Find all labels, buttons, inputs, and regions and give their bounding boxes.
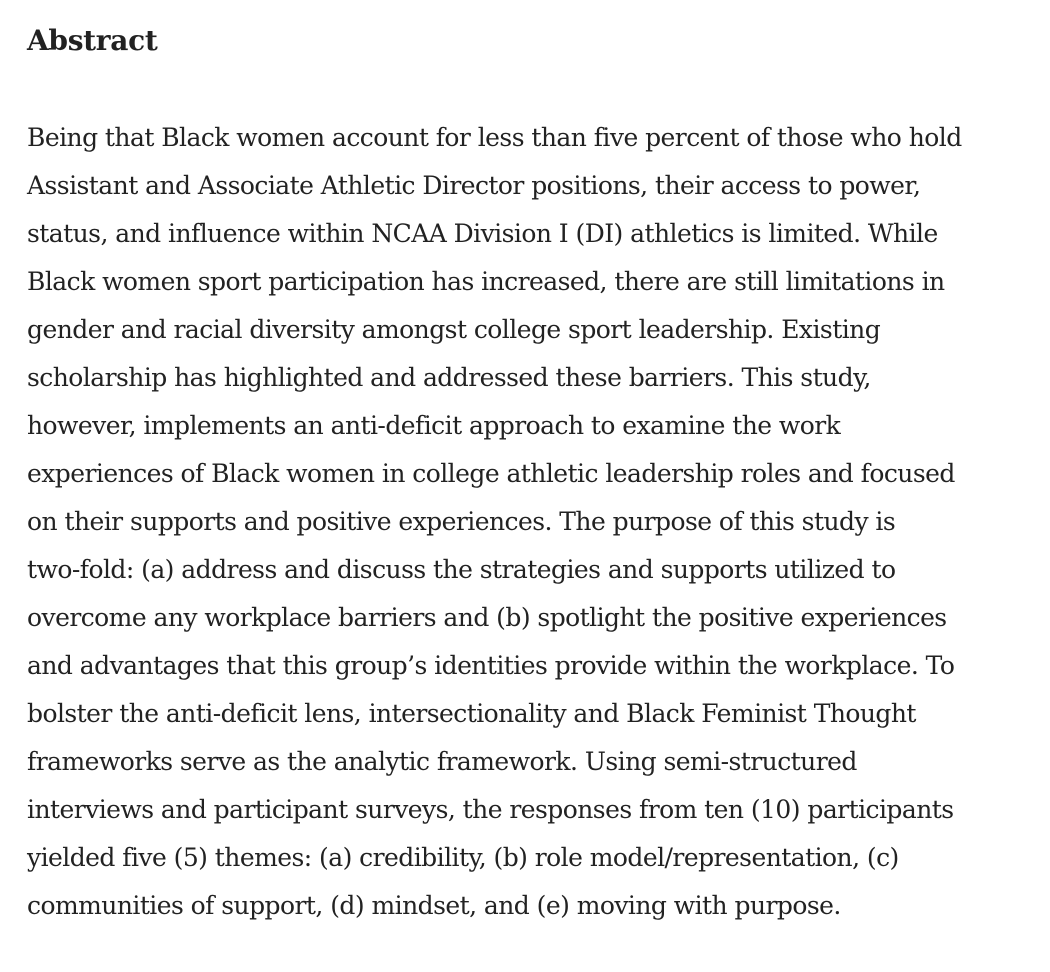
- abstract-line: on their supports and positive experiences. The purpose of this study is: [27, 507, 896, 536]
- abstract-line: Assistant and Associate Athletic Director positions, their access to power,: [27, 171, 921, 200]
- abstract-line: communities of support, (d) mindset, and (e) moving with purpose.: [27, 891, 841, 920]
- abstract-line: yielded five (5) themes: (a) credibility, (b) role model/representation, (c): [27, 843, 899, 872]
- abstract-heading: Abstract: [27, 24, 158, 57]
- abstract-line: Being that Black women account for less than five percent of those who hold: [27, 123, 962, 152]
- abstract-line: experiences of Black women in college athletic leadership roles and focused: [27, 459, 955, 488]
- abstract-line: however, implements an anti-deficit approach to examine the work: [27, 411, 841, 440]
- abstract-line: gender and racial diversity amongst college sport leadership. Existing: [27, 315, 881, 344]
- abstract-line: Black women sport participation has increased, there are still limitations in: [27, 267, 945, 296]
- abstract-body: [27, 114, 1026, 930]
- abstract-line: scholarship has highlighted and addressed these barriers. This study,: [27, 363, 871, 392]
- abstract-line: frameworks serve as the analytic framework. Using semi-structured: [27, 747, 857, 776]
- abstract-line: status, and influence within NCAA Division I (DI) athletics is limited. While: [27, 219, 938, 248]
- abstract-line: two-fold: (a) address and discuss the strategies and supports utilized to: [27, 555, 896, 584]
- abstract-line: interviews and participant surveys, the responses from ten (10) participants: [27, 795, 954, 824]
- abstract-line: and advantages that this group’s identities provide within the workplace. To: [27, 651, 955, 680]
- abstract-line: overcome any workplace barriers and (b) spotlight the positive experiences: [27, 603, 947, 632]
- abstract-line: bolster the anti-deficit lens, intersectionality and Black Feminist Thought: [27, 699, 916, 728]
